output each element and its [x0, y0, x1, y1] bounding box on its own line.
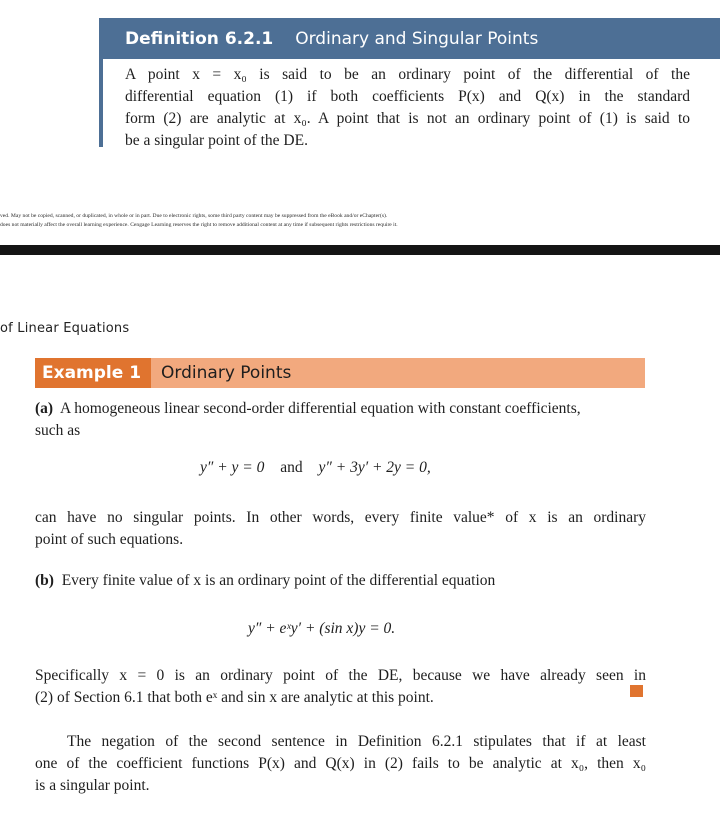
- definition-title: Ordinary and Singular Points: [295, 28, 539, 49]
- part-a-equation: [200, 459, 431, 477]
- equation-left: y″ + y = 0: [200, 459, 265, 476]
- part-a-after-line-1: can have no singular points. In other words, every finite value* of x is an ordinary: [35, 509, 646, 526]
- definition-header: [99, 18, 720, 59]
- definition-line-1: A point x = x₀ is said to be an ordinary point of the differential of the: [125, 66, 690, 83]
- part-b-after: [35, 665, 646, 709]
- definition-line-2: differential equation (1) if both coefficients P(x) and Q(x) in the standard: [125, 88, 690, 105]
- part-a-line-2: such as: [35, 422, 81, 439]
- copyright-notice: [0, 212, 720, 230]
- copyright-line-2: does not materially affect the overall learning experience. Cengage Learning reserves the right to remove additional content at any time if subsequent rights restrictions require it.: [0, 222, 398, 228]
- closing-line-3: is a singular point.: [35, 777, 150, 794]
- equation-right: y″ + 3y′ + 2y = 0,: [318, 459, 431, 476]
- part-a-text: [35, 398, 646, 442]
- part-b-line-1: Every finite value of x is an ordinary point of the differential equation: [61, 572, 496, 589]
- chapter-running-header: of Linear Equations: [0, 321, 130, 336]
- example-label: Example 1: [35, 358, 151, 388]
- part-b-after-line-2: (2) of Section 6.1 that both eˣ and sin x are analytic at this point.: [35, 689, 434, 706]
- part-a-after-line-2: point of such equations.: [35, 531, 184, 548]
- part-b-text: [35, 570, 646, 592]
- part-a-line-1: A homogeneous linear second-order differential equation with constant coefficients,: [59, 400, 581, 417]
- part-a-after: [35, 507, 646, 551]
- part-b-after-line-1: Specifically x = 0 is an ordinary point of the DE, because we have already seen in: [35, 667, 646, 684]
- definition-line-4: be a singular point of the DE.: [125, 132, 308, 149]
- end-of-example-mark: [630, 685, 643, 697]
- page-divider: [0, 245, 720, 255]
- part-a-marker: (a): [35, 400, 54, 417]
- copyright-line-1: ved. May not be copied, scanned, or duplicated, in whole or in part. Due to electronic rights, some third party content may be suppressed from the eBook and/or eChapter(s).: [0, 213, 388, 219]
- definition-number: Definition 6.2.1: [125, 28, 274, 49]
- definition-line-3: form (2) are analytic at x₀. A point that is not an ordinary point of (1) is said to: [125, 110, 690, 127]
- closing-paragraph: [35, 731, 646, 797]
- closing-line-1: The negation of the second sentence in Definition 6.2.1 stipulates that if at least: [67, 733, 646, 750]
- part-b-marker: (b): [35, 572, 54, 589]
- part-b-equation: [248, 620, 395, 638]
- equation-b: y″ + eˣy′ + (sin x)y = 0.: [248, 620, 396, 637]
- example-title: Ordinary Points: [161, 363, 292, 383]
- equation-and: and: [280, 459, 303, 476]
- definition-left-rule: [99, 59, 103, 147]
- closing-line-2: one of the coefficient functions P(x) and Q(x) in (2) fails to be analytic at x₀, then x₀: [35, 755, 646, 772]
- definition-body: [125, 64, 690, 152]
- example-header: [35, 358, 645, 388]
